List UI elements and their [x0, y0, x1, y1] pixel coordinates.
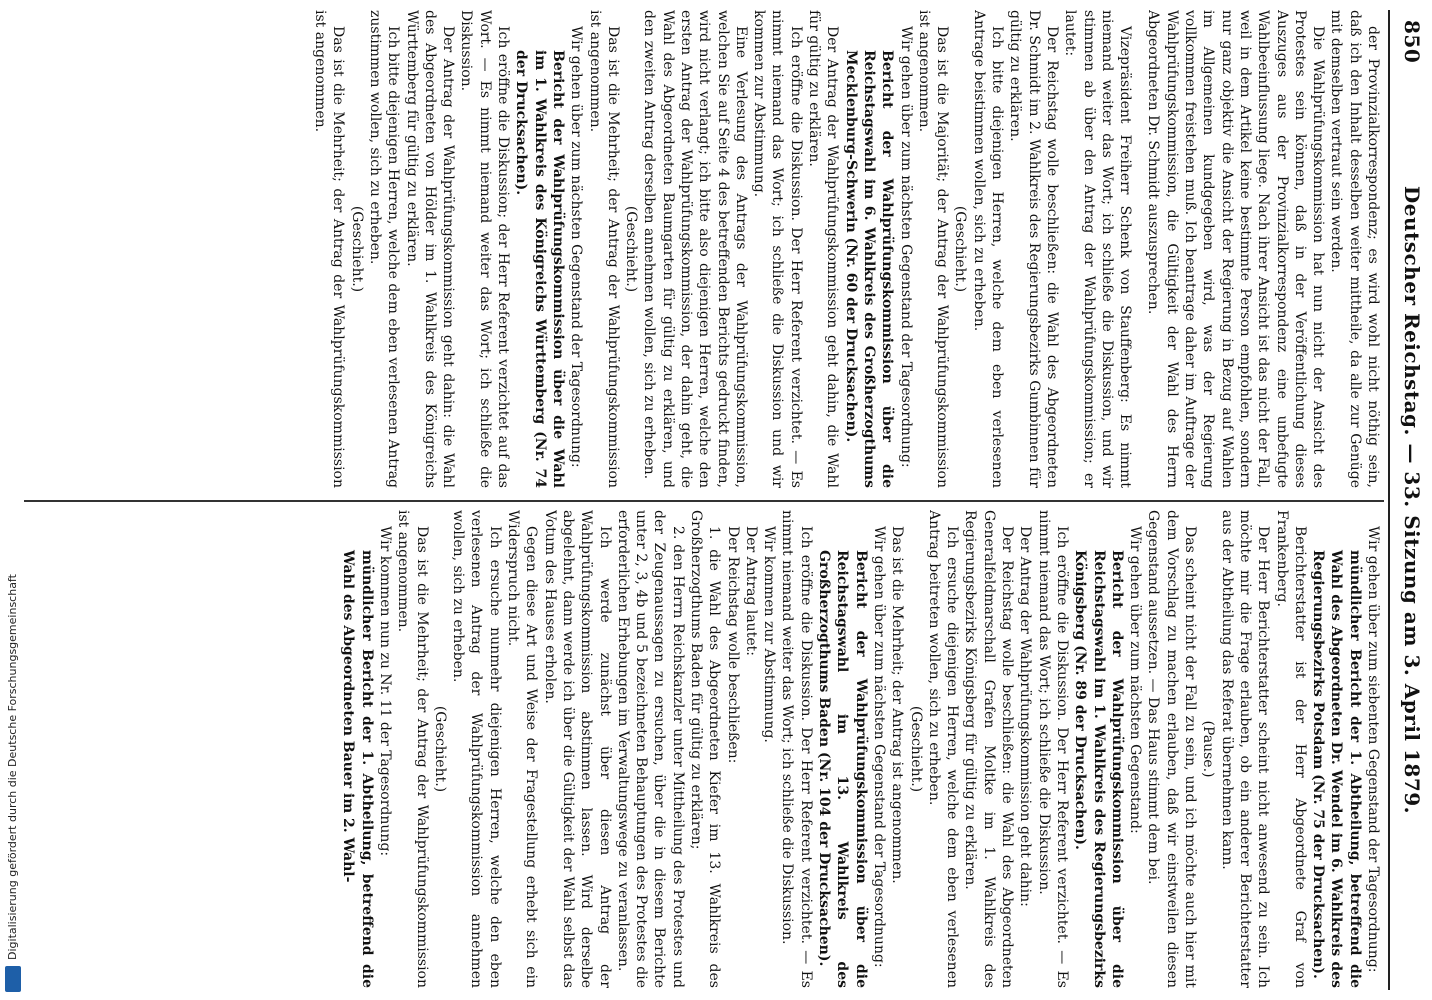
paragraph: Das ist die Mehrheit; der Antrag der Wahlprüfungskommission ist angenommen. — [312, 10, 347, 488]
agenda-item: Bericht der Wahlprüfungskommission über die Wahl im 1. Wahlkreis des Königreichs Württemberg (Nr. 74 der Drucksachen). — [513, 50, 566, 488]
paragraph: Ich eröffne die Diskussion. Der Herr Referent verzichtet. — Es nimmt niemand das Wort; ich schließe die Diskussion. — [1035, 510, 1070, 988]
remark: (Geschieht.) — [623, 205, 640, 293]
remark: (Pause.) — [1200, 720, 1217, 778]
paragraph: Ich werde zunächst über diesen Antrag der Wahlprüfungskommission abstimmen lassen. Wird derselbe abgelehnt, dann werde ich über die Gültigkeit der Wahl selbst das Votum des Hauses erholen. — [541, 510, 613, 988]
page-header — [1384, 20, 1424, 980]
paragraph: Der Reichstag wolle beschließen: die Wahl des Abgeordneten Dr. Schmidt im 2. Wahlkreis des Regierungsbezirks Gumbinnen für gültig zu erklären. — [1007, 10, 1060, 488]
paragraph: Wir kommen nun zu Nr. 11 der Tagesordnung: — [376, 526, 393, 857]
paragraph: Ich eröffne die Diskussion; der Herr Referent verzichtet auf das Wort. — Es nimmt niemand weiter das Wort; ich schließe die Diskussion. — [458, 10, 512, 488]
credit-text: Digitalisierung gefördert durch die Deutsche Forschungsgemeinschaft — [6, 574, 19, 960]
header-rule — [1388, 10, 1390, 990]
paragraph: Vizepräsident Freiherr Schenk von Stauffenberg: Es nimmt niemand weiter das Wort; ich schließe die Diskussion, und wir stimmen ab über den Antrag der Wahlprüfungskommission; er lautet: — [1062, 10, 1134, 488]
paragraph: Das ist die Mehrheit; der Antrag ist angenommen. — [889, 526, 906, 884]
paragraph: Ich bitte diejenigen Herren, welche dem eben verlesenen Antrage beistimmen wollen, sich zu erheben. — [970, 10, 1006, 488]
paragraph: Der Reichstag wolle beschließen: die Wahl des Abgeordneten Generalfeldmarschall Grafen Moltke im 1. Wahlkreis des Regierungsbezirks Königsberg für gültig zu erklären. — [962, 510, 1016, 988]
paragraph: Das ist die Mehrheit; der Antrag der Wahlprüfungskommission ist angenommen. — [395, 510, 430, 988]
paragraph: Wir gehen über zum nächsten Gegenstand der Tagesordnung: — [568, 26, 585, 468]
paragraph: Ich ersuche nunmehr diejenigen Herren, welche den eben verlesenen Antrag der Wahlprüfungskommission annehmen wollen, sich zu erheben. — [450, 510, 503, 988]
digitization-credit — [2, 0, 24, 1000]
remark: (Geschieht.) — [907, 705, 924, 793]
remark: (Geschieht.) — [952, 205, 969, 293]
paragraph: Wir gehen über zum nächsten Gegenstand der Tagesordnung: — [870, 526, 887, 968]
paragraph: Das scheint nicht der Fall zu sein, und ich möchte auch hier mit dem Vorschlag zu machen erlauben, daß wir einstweilen diesen Gegenstand aussetzen. — Das Haus stimmt dem bei. — [1145, 510, 1199, 988]
paragraph: Ich ersuche diejenigen Herren, welche dem eben verlesenen Antrag beitreten wollen, sich zu erheben. — [925, 510, 961, 988]
paragraph: Berichterstatter ist der Herr Abgeordnete Graf von Frankenberg. — [1273, 510, 1308, 988]
paragraph: Der Herr Berichterstatter scheint nicht anwesend zu sein. Ich möchte mir die Frage erlauben, ob ein anderer Berichterstatter aus der Abtheilung das Referat übernehmen kann. — [1218, 510, 1272, 988]
paragraph: Der Reichstag wolle beschließen: — [724, 526, 741, 764]
dfg-logo-icon — [5, 966, 21, 992]
left-column — [22, 10, 1382, 488]
paragraph: Ich eröffne die Diskussion. Der Herr Referent verzichtet. — Es nimmt niemand das Wort; ich schließe die Diskussion und wir kommen zur Abstimmung. — [751, 10, 804, 488]
paragraph: Das ist die Majorität; der Antrag der Wahlprüfungskommission ist angenommen. — [915, 10, 951, 488]
column-divider — [24, 500, 1384, 502]
remark: (Geschieht.) — [431, 705, 448, 793]
paragraph: 1. die Wahl des Abgeordneten Kiefer im 13. Wahlkreis des Großherzogthums Baden für gültig zu erklären; — [688, 510, 723, 988]
paragraph: Eine Verlesung des Antrags der Wahlprüfungskommission, welchen Sie auf Seite 4 des betreffenden Berichts gedruckt finden, wird nicht verlangt; ich bitte also diejenigen Herren, welche den ersten Antrag der Wahlprüfungskommission, der dahin geht, die Wahl des Abgeordneten Baumgarten für gültig zu erklären, und den zweiten Antrag derselben annehmen wollen, sich zu erheben. — [641, 10, 749, 488]
paragraph: Gegen diese Art und Weise der Fragestellung erhebt sich ein Widerspruch nicht. — [505, 510, 540, 988]
paragraph: der Provinzialkorrespondenz; es wird wohl nicht nöthig sein, daß ich den Inhalt desselben weiter mittheile, da alle zur Genüge mit demselben vertraut sein werden. — [1328, 10, 1381, 488]
paragraph: Der Antrag der Wahlprüfungskommission geht dahin, die Wahl für gültig zu erklären. — [806, 10, 841, 488]
page-number: 850 — [1400, 20, 1424, 64]
agenda-item: mündlicher Bericht der 1. Abtheilung, betreffend die Wahl des Abgeordneten Dr. Wendel im 6. Wahlkreis des Regierungsbezirks Potsdam (Nr. 75 der Drucksachen). — [1310, 550, 1363, 988]
paragraph: Der Antrag der Wahlprüfungskommission geht dahin: die Wahl des Abgeordneten von Hölder im 1. Wahlkreis des Königreichs Württemberg für gültig zu erklären. — [403, 10, 457, 488]
paragraph: Ich bitte diejenigen Herren, welche dem eben verlesenen Antrag zustimmen wollen, sich zu erheben. — [366, 10, 402, 488]
paragraph: Wir kommen zur Abstimmung. — [761, 526, 778, 743]
paragraph: Der Antrag der Wahlprüfungskommission geht dahin: — [1017, 526, 1034, 907]
agenda-item: mündlicher Bericht der 1. Abtheilung, betreffend die Wahl des Abgeordneten Bauer im 2. Wahl- — [340, 550, 375, 988]
paragraph: Ich eröffne die Diskussion. Der Herr Referent verzichtet. — Es nimmt niemand weiter das Wort; ich schließe die Diskussion. — [779, 510, 814, 988]
paragraph: Wir gehen über zum nächsten Gegenstand: — [1127, 526, 1144, 834]
agenda-item: Bericht der Wahlprüfungskommission über die Reichstagswahl im 13. Wahlkreis des Großherzogthums Baden (Nr. 104 der Drucksachen). — [816, 550, 869, 988]
paragraph: Wir gehen über zum siebenten Gegenstand der Tagesordnung: — [1365, 526, 1381, 973]
paragraph: Wir gehen über zum nächsten Gegenstand der Tagesordnung: — [897, 26, 914, 468]
agenda-item: Bericht der Wahlprüfungskommission über die Reichstagswahl im 6. Wahlkreis des Großherzogthums Mecklenburg-Schwerin (Nr. 60 der Drucksachen). — [842, 50, 896, 488]
paragraph: Die Wahlprüfungskommission hat nun nicht der Ansicht des Protestes sein können, daß in der Veröffentlichung dieses Auszuges aus der Provinzialkorrespondenz eine unbefugte Wahlbeeinflussung liege. Nach ihrer Ansicht ist das nicht der Fall, weil in dem Artikel keine bestimmte Person empfohlen, sondern nur ganz objektiv die Ansicht der Regierung in Bezug auf Wahlen im Allgemeinen kundgegeben wird, was der Regierung vollkommen freistehen muß. Ich beantrage daher im Auftrage der Wahlprüfungskommission, die Gültigkeit der Wahl des Herrn Abgeordneten Dr. Schmidt auszusprechen. — [1145, 10, 1327, 488]
agenda-item: Bericht der Wahlprüfungskommission über die Reichstagswahl im 1. Wahlkreis des Regierungsbezirks Königsberg (Nr. 89 der Drucksachen). — [1072, 550, 1125, 988]
paragraph: Der Antrag lautet: — [742, 526, 759, 656]
remark: (Geschieht.) — [348, 205, 365, 293]
paragraph: 2. den Herrn Reichskanzler unter Mittheilung des Protestes und der Zeugenaussagen zu ersuchen, über die in diesem Berichte unter 2, 3, 4b und 5 bezeichneten Behauptungen des Protestes die erforderlichen Erhebungen im Verwaltungswege zu veranlassen. — [614, 510, 686, 988]
right-column — [22, 510, 1382, 988]
running-title: Deutscher Reichstag. — 33. Sitzung am 3. April 1879. — [1400, 185, 1424, 815]
paragraph: Das ist die Mehrheit; der Antrag der Wahlprüfungskommission ist angenommen. — [586, 10, 621, 488]
